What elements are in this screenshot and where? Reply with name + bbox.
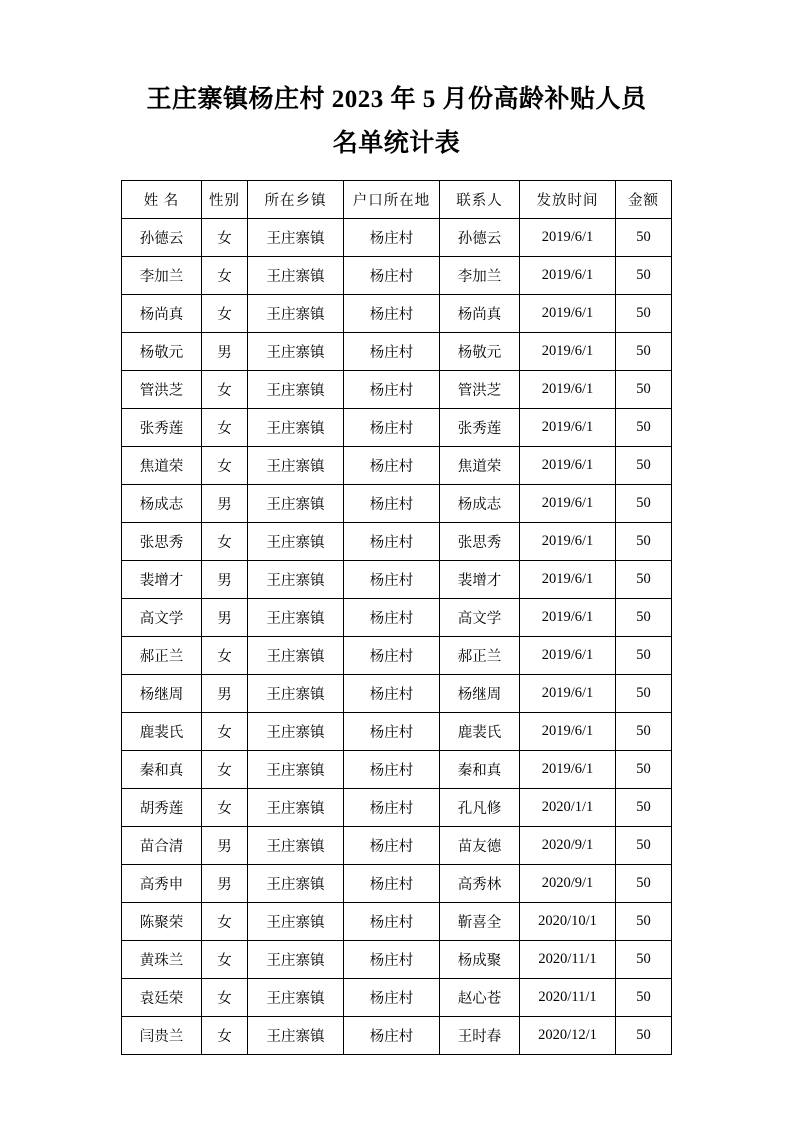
- table-cell: 杨继周: [122, 675, 202, 713]
- page-title-line-1: 王庄寨镇杨庄村 2023 年 5 月份高龄补贴人员: [146, 86, 647, 113]
- table-cell: 杨成志: [440, 485, 520, 523]
- table-cell: 杨敬元: [122, 333, 202, 371]
- table-cell: 2019/6/1: [520, 485, 616, 523]
- table-cell: 50: [616, 371, 672, 409]
- table-cell: 50: [616, 485, 672, 523]
- table-cell: 杨庄村: [344, 637, 440, 675]
- table-cell: 王庄寨镇: [248, 561, 344, 599]
- table-cell: 50: [616, 675, 672, 713]
- table-cell: 50: [616, 409, 672, 447]
- table-cell: 王庄寨镇: [248, 827, 344, 865]
- table-column-header: 户口所在地: [344, 181, 440, 219]
- table-cell: 杨敬元: [440, 333, 520, 371]
- table-cell: 杨庄村: [344, 827, 440, 865]
- table-cell: 鹿裴氏: [440, 713, 520, 751]
- table-cell: 杨庄村: [344, 523, 440, 561]
- table-cell: 杨庄村: [344, 447, 440, 485]
- table-cell: 女: [202, 713, 248, 751]
- table-cell: 50: [616, 903, 672, 941]
- roster-table: [121, 180, 672, 1055]
- table-row: [122, 789, 672, 827]
- table-cell: 2019/6/1: [520, 447, 616, 485]
- table-cell: 高秀林: [440, 865, 520, 903]
- table-row: [122, 827, 672, 865]
- table-cell: 杨继周: [440, 675, 520, 713]
- table-cell: 50: [616, 637, 672, 675]
- table-cell: 高秀申: [122, 865, 202, 903]
- table-cell: 杨庄村: [344, 941, 440, 979]
- table-row: [122, 523, 672, 561]
- table-cell: 50: [616, 1017, 672, 1055]
- table-cell: 秦和真: [440, 751, 520, 789]
- table-cell: 王庄寨镇: [248, 1017, 344, 1055]
- table-cell: 2019/6/1: [520, 409, 616, 447]
- table-cell: 秦和真: [122, 751, 202, 789]
- table-cell: 郝正兰: [122, 637, 202, 675]
- table-cell: 杨庄村: [344, 865, 440, 903]
- table-cell: 张思秀: [122, 523, 202, 561]
- table-cell: 杨庄村: [344, 789, 440, 827]
- table-cell: 男: [202, 333, 248, 371]
- table-header: [122, 181, 672, 219]
- table-row: [122, 409, 672, 447]
- table-cell: 张秀莲: [122, 409, 202, 447]
- table-cell: 女: [202, 409, 248, 447]
- table-column-header: 所在乡镇: [248, 181, 344, 219]
- table-cell: 王庄寨镇: [248, 485, 344, 523]
- table-cell: 杨庄村: [344, 485, 440, 523]
- table-cell: 50: [616, 789, 672, 827]
- table-row: [122, 333, 672, 371]
- table-cell: 王庄寨镇: [248, 219, 344, 257]
- table-cell: 男: [202, 827, 248, 865]
- table-cell: 杨庄村: [344, 599, 440, 637]
- table-cell: 2019/6/1: [520, 257, 616, 295]
- table-cell: 黄珠兰: [122, 941, 202, 979]
- table-cell: 50: [616, 713, 672, 751]
- table-row: [122, 637, 672, 675]
- table-row: [122, 1017, 672, 1055]
- table-cell: 女: [202, 295, 248, 333]
- table-cell: 王庄寨镇: [248, 637, 344, 675]
- table-cell: 王庄寨镇: [248, 257, 344, 295]
- table-cell: 2019/6/1: [520, 599, 616, 637]
- table-cell: 裴增才: [440, 561, 520, 599]
- table-cell: 2020/11/1: [520, 979, 616, 1017]
- table-row: [122, 371, 672, 409]
- table-body: [122, 219, 672, 1055]
- table-cell: 杨庄村: [344, 903, 440, 941]
- table-cell: 2020/12/1: [520, 1017, 616, 1055]
- table-row: [122, 257, 672, 295]
- table-cell: 男: [202, 865, 248, 903]
- table-cell: 男: [202, 485, 248, 523]
- table-row: [122, 751, 672, 789]
- table-cell: 男: [202, 599, 248, 637]
- table-cell: 李加兰: [440, 257, 520, 295]
- table-cell: 焦道荣: [122, 447, 202, 485]
- table-cell: 杨庄村: [344, 675, 440, 713]
- table-row: [122, 561, 672, 599]
- table-cell: 女: [202, 941, 248, 979]
- table-row: [122, 447, 672, 485]
- table-cell: 王庄寨镇: [248, 675, 344, 713]
- table-cell: 杨尚真: [122, 295, 202, 333]
- table-cell: 50: [616, 941, 672, 979]
- table-cell: 女: [202, 789, 248, 827]
- table-cell: 50: [616, 599, 672, 637]
- table-cell: 杨庄村: [344, 713, 440, 751]
- table-row: [122, 713, 672, 751]
- table-cell: 杨庄村: [344, 219, 440, 257]
- table-row: [122, 599, 672, 637]
- table-cell: 王庄寨镇: [248, 903, 344, 941]
- table-cell: 胡秀莲: [122, 789, 202, 827]
- table-cell: 杨庄村: [344, 333, 440, 371]
- table-cell: 王时春: [440, 1017, 520, 1055]
- table-cell: 赵心苍: [440, 979, 520, 1017]
- table-cell: 50: [616, 447, 672, 485]
- table-cell: 2019/6/1: [520, 637, 616, 675]
- table-cell: 王庄寨镇: [248, 409, 344, 447]
- table-cell: 裴增才: [122, 561, 202, 599]
- table-cell: 女: [202, 1017, 248, 1055]
- table-cell: 50: [616, 523, 672, 561]
- table-cell: 张思秀: [440, 523, 520, 561]
- table-cell: 50: [616, 257, 672, 295]
- table-column-header: 联系人: [440, 181, 520, 219]
- table-cell: 高文学: [122, 599, 202, 637]
- table-row: [122, 979, 672, 1017]
- table-cell: 50: [616, 295, 672, 333]
- table-cell: 杨尚真: [440, 295, 520, 333]
- table-cell: 杨庄村: [344, 295, 440, 333]
- table-column-header: 金额: [616, 181, 672, 219]
- table-cell: 50: [616, 561, 672, 599]
- table-row: [122, 865, 672, 903]
- table-cell: 女: [202, 979, 248, 1017]
- table-cell: 王庄寨镇: [248, 447, 344, 485]
- table-cell: 李加兰: [122, 257, 202, 295]
- table-cell: 王庄寨镇: [248, 333, 344, 371]
- table-cell: 王庄寨镇: [248, 751, 344, 789]
- table-cell: 陈聚荣: [122, 903, 202, 941]
- table-cell: 杨成志: [122, 485, 202, 523]
- page-title: [70, 78, 723, 166]
- table-cell: 王庄寨镇: [248, 523, 344, 561]
- table-cell: 男: [202, 675, 248, 713]
- page-title-line-2: 名单统计表: [332, 130, 461, 157]
- table-cell: 王庄寨镇: [248, 713, 344, 751]
- table-cell: 靳喜全: [440, 903, 520, 941]
- table-cell: 女: [202, 751, 248, 789]
- table-cell: 杨庄村: [344, 561, 440, 599]
- table-column-header: 性别: [202, 181, 248, 219]
- table-cell: 女: [202, 257, 248, 295]
- table-cell: 孙德云: [440, 219, 520, 257]
- table-cell: 杨成聚: [440, 941, 520, 979]
- table-cell: 50: [616, 219, 672, 257]
- table-cell: 2020/11/1: [520, 941, 616, 979]
- table-cell: 2019/6/1: [520, 295, 616, 333]
- table-row: [122, 903, 672, 941]
- table-cell: 2019/6/1: [520, 713, 616, 751]
- table-cell: 女: [202, 637, 248, 675]
- table-cell: 50: [616, 827, 672, 865]
- table-cell: 王庄寨镇: [248, 865, 344, 903]
- table-row: [122, 219, 672, 257]
- table-cell: 王庄寨镇: [248, 941, 344, 979]
- table-cell: 2019/6/1: [520, 523, 616, 561]
- table-column-header: 发放时间: [520, 181, 616, 219]
- table-cell: 2019/6/1: [520, 371, 616, 409]
- table-cell: 郝正兰: [440, 637, 520, 675]
- table-cell: 2019/6/1: [520, 675, 616, 713]
- table-cell: 王庄寨镇: [248, 789, 344, 827]
- table-cell: 王庄寨镇: [248, 295, 344, 333]
- table-cell: 女: [202, 371, 248, 409]
- table-cell: 王庄寨镇: [248, 979, 344, 1017]
- table-cell: 杨庄村: [344, 257, 440, 295]
- table-cell: 苗合清: [122, 827, 202, 865]
- table-cell: 杨庄村: [344, 409, 440, 447]
- table-cell: 2019/6/1: [520, 561, 616, 599]
- table-header-row: [122, 181, 672, 219]
- table-cell: 王庄寨镇: [248, 371, 344, 409]
- table-cell: 2020/1/1: [520, 789, 616, 827]
- table-cell: 女: [202, 447, 248, 485]
- table-cell: 袁廷荣: [122, 979, 202, 1017]
- table-cell: 女: [202, 219, 248, 257]
- table-cell: 王庄寨镇: [248, 599, 344, 637]
- table-cell: 杨庄村: [344, 371, 440, 409]
- table-cell: 鹿裴氏: [122, 713, 202, 751]
- table-cell: 男: [202, 561, 248, 599]
- table-cell: 杨庄村: [344, 1017, 440, 1055]
- table-cell: 孔凡修: [440, 789, 520, 827]
- table-cell: 2020/9/1: [520, 827, 616, 865]
- table-row: [122, 485, 672, 523]
- table-cell: 张秀莲: [440, 409, 520, 447]
- table-cell: 女: [202, 523, 248, 561]
- table-row: [122, 295, 672, 333]
- table-cell: 女: [202, 903, 248, 941]
- table-cell: 50: [616, 865, 672, 903]
- table-cell: 2019/6/1: [520, 219, 616, 257]
- table-cell: 2020/9/1: [520, 865, 616, 903]
- table-cell: 50: [616, 751, 672, 789]
- table-cell: 管洪芝: [122, 371, 202, 409]
- table-cell: 管洪芝: [440, 371, 520, 409]
- table-cell: 焦道荣: [440, 447, 520, 485]
- table-cell: 孙德云: [122, 219, 202, 257]
- table-cell: 2019/6/1: [520, 333, 616, 371]
- table-cell: 2020/10/1: [520, 903, 616, 941]
- table-cell: 闫贵兰: [122, 1017, 202, 1055]
- table-row: [122, 941, 672, 979]
- table-cell: 杨庄村: [344, 751, 440, 789]
- table-cell: 2019/6/1: [520, 751, 616, 789]
- table-column-header: 姓 名: [122, 181, 202, 219]
- table-cell: 苗友德: [440, 827, 520, 865]
- table-cell: 50: [616, 979, 672, 1017]
- table-cell: 50: [616, 333, 672, 371]
- table-cell: 杨庄村: [344, 979, 440, 1017]
- table-row: [122, 675, 672, 713]
- table-cell: 高文学: [440, 599, 520, 637]
